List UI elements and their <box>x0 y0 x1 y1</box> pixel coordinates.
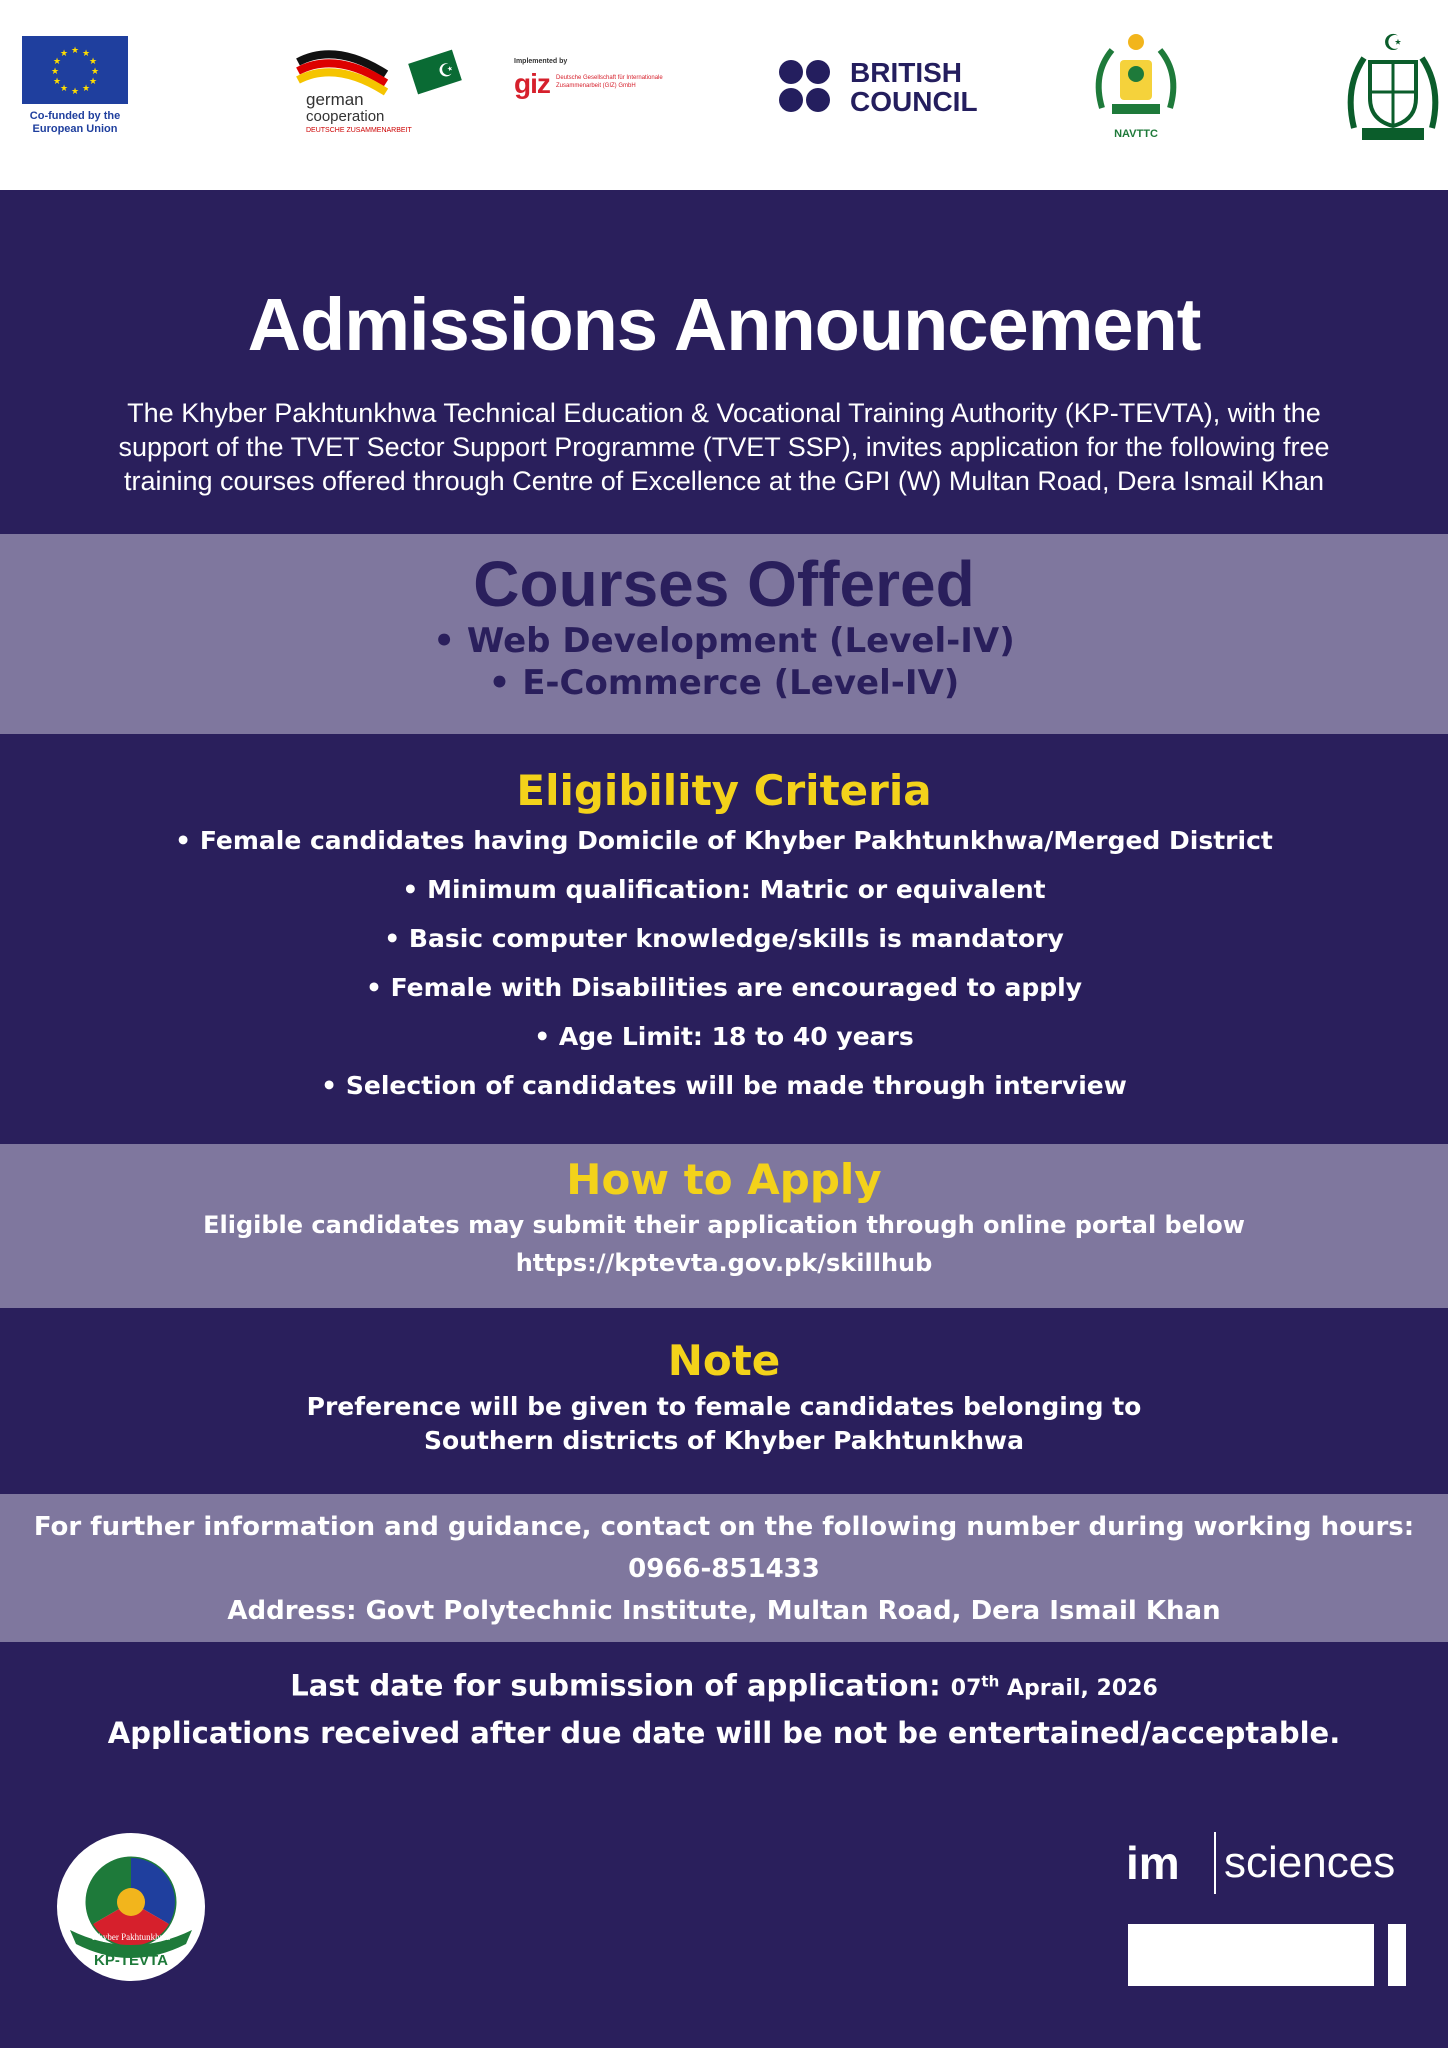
contact-intro: For further information and guidance, contact on the following number during working hours: <box>33 1512 1415 1542</box>
how-to-apply-title: How to Apply <box>566 1155 882 1204</box>
course-item: • Web Development (Level-IV) <box>433 621 1015 661</box>
giz-implemented-by: Implemented by <box>514 58 568 65</box>
deadline-date: 07th Aprail, 2026 <box>950 1673 1158 1702</box>
svg-text:☪: ☪ <box>435 58 458 84</box>
kp-tevta-arc-text: Khyber Pakhtunkhwa <box>91 1932 171 1942</box>
courses-section <box>0 534 1448 734</box>
how-to-apply-section <box>0 1144 1448 1308</box>
svg-text:☪: ☪ <box>1383 31 1403 56</box>
eu-caption: Co-funded by the European Union <box>29 110 121 135</box>
courses-title: Courses Offered <box>473 548 975 620</box>
british-council-dots-icon <box>778 56 842 120</box>
svg-text:★: ★ <box>50 67 60 77</box>
ims-block-right <box>1388 1924 1406 1986</box>
eu-flag-icon <box>22 36 128 104</box>
deadline-line <box>0 1660 1448 1711</box>
giz-logo <box>512 58 672 118</box>
criteria-item: • Age Limit: 18 to 40 years <box>534 1022 914 1051</box>
course-item: • E-Commerce (Level-IV) <box>488 663 960 703</box>
svg-text:★: ★ <box>81 49 91 59</box>
navttc-logo <box>1088 30 1184 148</box>
apply-instructions: Eligible candidates may submit their application through online portal below <box>203 1211 1245 1239</box>
german-cooperation-logo <box>296 44 466 140</box>
deutsche-zusammenarbeit: DEUTSCHE ZUSAMMENARBEIT <box>306 127 412 134</box>
ims-im: im <box>1126 1837 1180 1889</box>
svg-text:★: ★ <box>52 57 62 67</box>
svg-text:★: ★ <box>70 87 80 97</box>
note-line: Southern districts of Khyber Pakhtunkhwa <box>423 1426 1025 1455</box>
note-title: Note <box>667 1336 781 1385</box>
svg-text:★: ★ <box>90 67 100 77</box>
svg-text:★: ★ <box>52 77 62 87</box>
kp-tevta-logo <box>56 1832 206 1982</box>
eligibility-section <box>0 734 1448 1144</box>
ims-sciences: sciences <box>1224 1838 1396 1887</box>
svg-text:★: ★ <box>70 46 80 56</box>
criteria-item: • Basic computer knowledge/skills is mandatory <box>384 924 1064 953</box>
criteria-item: • Female with Disabilities are encouraged to apply <box>365 973 1083 1002</box>
british-council-name: BRITISH COUNCIL <box>850 57 978 117</box>
note-line: Preference will be given to female candidates belonging to <box>306 1392 1142 1421</box>
ims-block-left <box>1128 1924 1374 1986</box>
giz-full-name: Deutsche Gesellschaft für Internationale Zusammenarbeit (GIZ) GmbH <box>556 75 663 89</box>
partner-logo-bar <box>0 0 1448 190</box>
criteria-item: • Minimum qualification: Matric or equivalent <box>402 875 1046 904</box>
deadline-label: Last date for submission of application: <box>290 1668 941 1703</box>
german-word: german <box>306 90 364 109</box>
im-sciences-logo <box>1126 1828 1416 1988</box>
contact-section <box>0 1494 1448 1642</box>
british-council-logo <box>778 56 998 122</box>
kp-tevta-label: KP-TEVTA <box>94 1952 168 1969</box>
giz-name: giz <box>514 68 550 99</box>
svg-text:★: ★ <box>88 57 98 67</box>
navttc-label: NAVTTC <box>1114 128 1158 140</box>
page-title: Admissions Announcement <box>247 283 1201 366</box>
eligibility-title: Eligibility Criteria <box>516 766 932 815</box>
contact-address: Address: Govt Polytechnic Institute, Multan Road, Dera Ismail Khan <box>227 1596 1221 1626</box>
deadline-section <box>0 1660 1448 1760</box>
svg-text:★: ★ <box>88 77 98 87</box>
apply-portal-link[interactable]: https://kptevta.gov.pk/skillhub <box>515 1249 933 1277</box>
criteria-item: • Female candidates having Domicile of Khyber Pakhtunkhwa/Merged District <box>175 826 1273 855</box>
navttc-emblem-icon <box>1088 30 1184 126</box>
government-of-pakistan-emblem-icon <box>1344 28 1442 146</box>
svg-text:★: ★ <box>59 49 69 59</box>
intro-paragraph: The Khyber Pakhtunkhwa Technical Education & Vocational Training Authority (KP-TEVTA), with the support of the TVET Sector Support Programme (TVET SSP), invites application for the following free training courses offered through Centre of Excellence at the GPI (W) Multan Road, Dera Ismail Khan <box>118 398 1330 496</box>
svg-text:★: ★ <box>59 84 69 94</box>
contact-phone: 0966-851433 <box>628 1554 820 1584</box>
criteria-item: • Selection of candidates will be made through interview <box>321 1071 1127 1100</box>
svg-text:★: ★ <box>81 84 91 94</box>
note-section <box>0 1308 1448 1494</box>
cooperation-word: cooperation <box>306 108 385 125</box>
ims-divider <box>1214 1832 1216 1894</box>
late-application-warning: Applications received after due date will be not be entertained/acceptable. <box>107 1716 1341 1751</box>
